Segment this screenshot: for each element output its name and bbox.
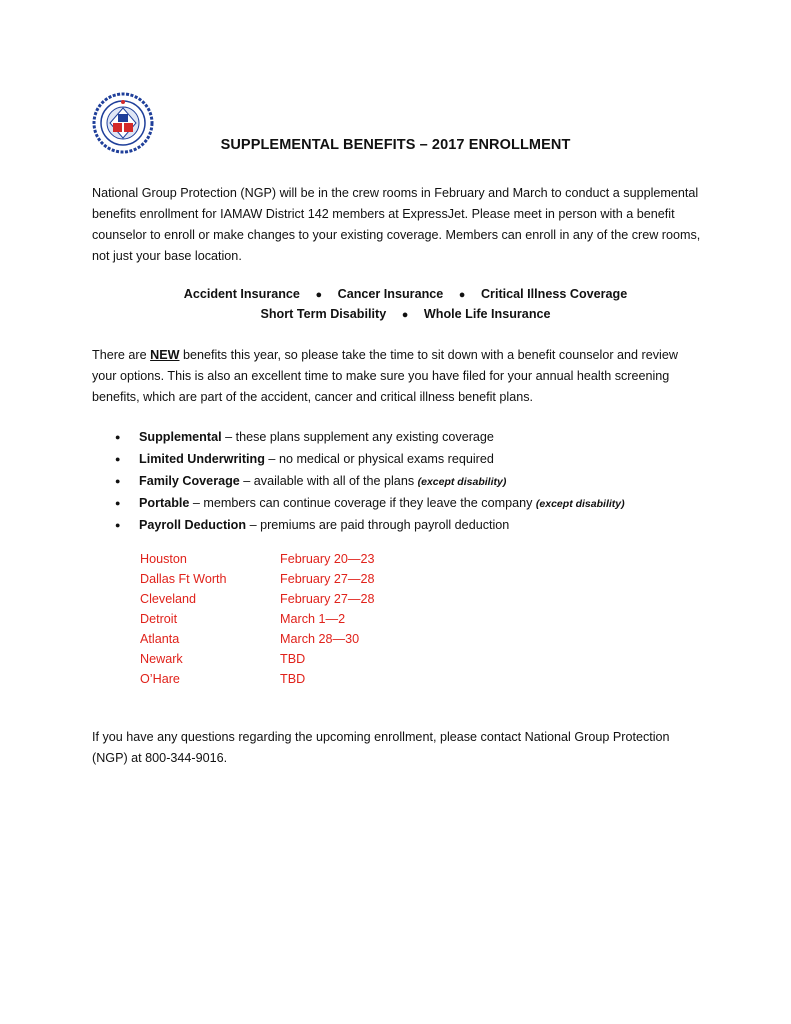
product-short-term-disability: Short Term Disability <box>260 307 387 321</box>
new-paragraph-suffix: benefits this year, so please take the time to sit down with a benefit counselor and review your options. This is also an excellent time to make sure you have filed for your annual health screening benefits, which are part of the accident, cancer and critical illness benefit plans. <box>92 348 678 404</box>
bullet-separator: ● <box>458 289 466 301</box>
feature-term: Family Coverage <box>139 474 240 488</box>
feature-term: Supplemental <box>139 430 222 444</box>
schedule-row <box>140 649 440 669</box>
schedule-row <box>140 629 440 649</box>
document-title: SUPPLEMENTAL BENEFITS – 2017 ENROLLMENT <box>220 137 571 153</box>
bullet-separator: ● <box>401 309 409 321</box>
new-paragraph-prefix: There are <box>92 348 151 362</box>
features-list <box>115 427 625 537</box>
feature-desc: – these plans supplement any existing coverage <box>221 430 494 444</box>
schedule-city: Detroit <box>140 612 178 626</box>
schedule-dates: February 27—28 <box>280 572 375 586</box>
schedule-city: O’Hare <box>140 672 180 686</box>
schedule-city: Houston <box>140 552 187 566</box>
feature-item <box>115 449 625 471</box>
contact-paragraph: If you have any questions regarding the upcoming enrollment, please contact National Group Protection (NGP) at 800-344-9016. <box>92 730 670 765</box>
feature-item <box>115 493 625 515</box>
new-benefits-paragraph <box>92 345 702 408</box>
schedule-row <box>140 669 440 689</box>
schedule-row <box>140 549 440 569</box>
schedule-dates: TBD <box>280 672 306 686</box>
schedule-dates: March 1—2 <box>280 612 346 626</box>
feature-desc: – available with all of the plans <box>239 474 418 488</box>
schedule-row <box>140 589 440 609</box>
schedule-row <box>140 569 440 589</box>
schedule-city: Newark <box>140 652 183 666</box>
feature-desc: – premiums are paid through payroll deduction <box>246 518 510 532</box>
bullet-separator: ● <box>315 289 323 301</box>
feature-item <box>115 427 625 449</box>
schedule-dates: February 27—28 <box>280 592 375 606</box>
feature-note: (except disability) <box>417 476 507 488</box>
schedule-dates: TBD <box>280 652 306 666</box>
intro-paragraph: National Group Protection (NGP) will be in the crew rooms in February and March to conduct a supplemental benefits enrollment for IAMAW District 142 members at ExpressJet. Please meet in person with a benefit counselor to enroll or make changes to your existing coverage. Members can enroll in any of the crew rooms, not just your base location. <box>92 186 701 263</box>
feature-desc: – members can continue coverage if they leave the company <box>189 496 536 510</box>
product-cancer-insurance: Cancer Insurance <box>337 287 444 301</box>
product-critical-illness: Critical Illness Coverage <box>480 287 628 301</box>
feature-item <box>115 515 625 537</box>
enrollment-schedule <box>140 549 440 689</box>
schedule-city: Cleveland <box>140 592 197 606</box>
feature-term: Payroll Deduction <box>139 518 247 532</box>
new-emphasis: NEW <box>150 348 180 362</box>
product-accident-insurance: Accident Insurance <box>183 287 300 301</box>
feature-term: Limited Underwriting <box>139 452 265 466</box>
products-row-2 <box>0 304 791 326</box>
schedule-row <box>140 609 440 629</box>
products-row-1 <box>0 284 791 306</box>
schedule-dates: March 28—30 <box>280 632 360 646</box>
schedule-city: Dallas Ft Worth <box>140 572 227 586</box>
feature-term: Portable <box>139 496 190 510</box>
feature-desc: – no medical or physical exams required <box>264 452 494 466</box>
schedule-dates: February 20—23 <box>280 552 375 566</box>
feature-item <box>115 471 625 493</box>
schedule-city: Atlanta <box>140 632 180 646</box>
product-whole-life: Whole Life Insurance <box>423 307 551 321</box>
feature-note: (except disability) <box>535 498 625 510</box>
